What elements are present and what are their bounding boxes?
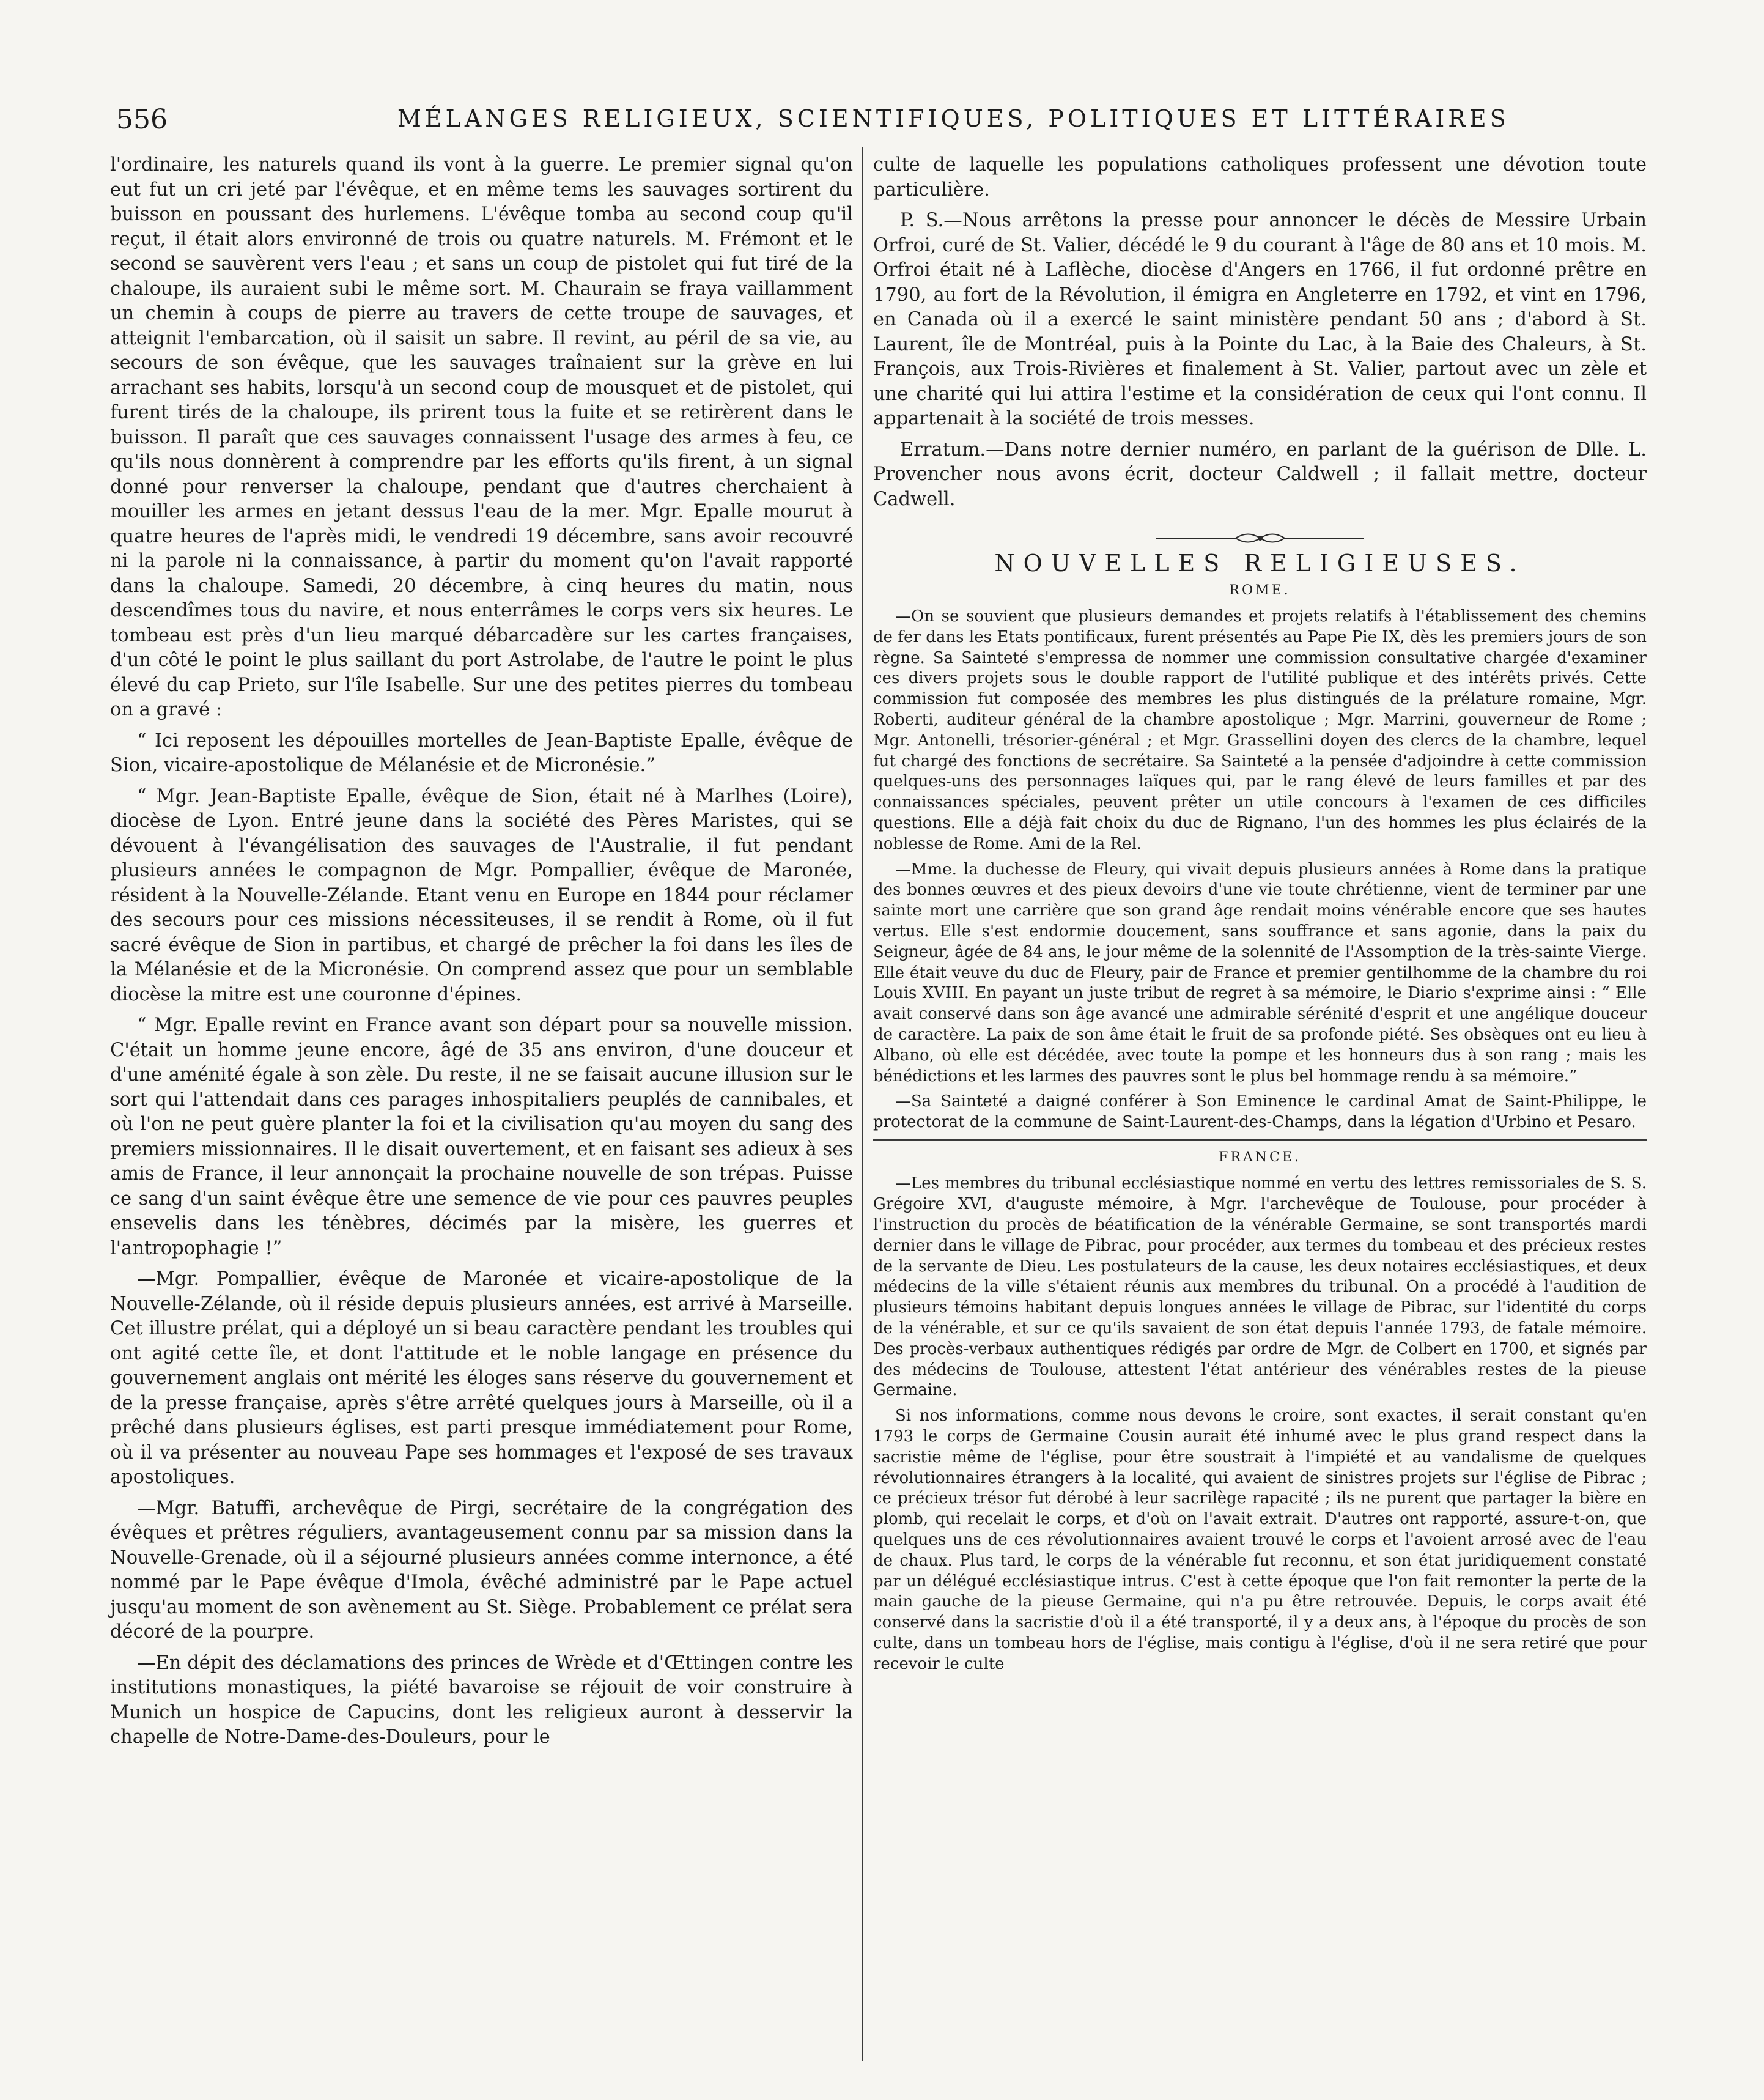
left-column	[110, 153, 853, 1756]
column-divider	[862, 147, 863, 2061]
paragraph: Erratum.—Dans notre dernier numéro, en parlant de la guérison de Dlle. L. Provencher nous avons écrit, docteur Caldwell ; il fallait mettre, docteur Cadwell.	[873, 438, 1647, 510]
section-title: NOUVELLES RELIGIEUSES.	[994, 550, 1526, 577]
sub-heading-rome: ROME.	[1229, 582, 1291, 598]
paragraph: Si nos informations, comme nous devons le croire, sont exactes, il serait constant qu'en 1793 le corps de Germaine Cousin aurait été inhumé avec le plus grand respect dans la sacristie même de l'église, pour être soustrait à l'impiété et au vandalisme de quelques révolutionnaires étrangers à la localité, qui avaient de sinistres projets sur l'église de Pibrac ; ce précieux trésor fut dérobé à leur sacrilège rapacité ; ils ne purent que partager la bière en plomb, qui recelait le corps, et d'où on l'avait extrait. D'autres ont rapporté, assure-t-on, que quelques uns de ces révolutionnaires avaient trouvé le corps et l'avoient arrosé avec de l'eau de chaux. Plus tard, le corps de la vénérable fut reconnu, et son état juridiquement constaté par un délégué ecclésiastique intrus. C'est à cette époque que l'on fait remonter la perte de la main gauche de la pieuse Germaine, qui n'a pu être retrouvée. Depuis, le corps avait été conservé dans la sacristie d'où il a été transporté, il y a deux ans, à l'époque du procès de son culte, dans un tombeau hors de l'église, mais contigu à l'église, d'où il ne sera retiré que pour recevoir le culte	[873, 1407, 1647, 1673]
paragraph: culte de laquelle les populations catholiques professent une dévotion toute particulière.	[873, 154, 1647, 201]
paragraph: l'ordinaire, les naturels quand ils vont à la guerre. Le premier signal qu'on eut fut un cri jeté par l'évêque, et en même tems les sauvages sortirent du buisson en poussant des hurlemens. L'évêque tomba au second coup qu'il reçut, il était alors environné de trois ou quatre naturels. M. Frémont et le second se sauvèrent vers l'eau ; et sans un coup de pistolet qui fut tiré de la chaloupe, ils auraient subi le même sort. M. Chaurain se fraya vaillamment un chemin à coups de pierre au travers de cette troupe de sauvages, et atteignit l'embarcation, où il saisit un sabre. Il revint, au péril de sa vie, au secours de son évêque, que les sauvages traînaient sur la grève en lui arrachant ses habits, lorsqu'à un second coup de mousquet et de pistolet, qui furent tirés de la chaloupe, ils prirent tous la fuite et se retirèrent dans le buisson. Il paraît que ces sauvages connaissent l'usage des armes à feu, ce qu'ils nous donnèrent à comprendre par les efforts qu'ils firent, à un signal donné pour renverser la chaloupe, pendant que d'autres cherchaient à mouiller les armes en jetant dessus l'eau de la mer. Mgr. Epalle mourut à quatre heures de l'après midi, le vendredi 19 décembre, sans avoir recouvré ni la parole ni la connaissance, à partir du moment qu'on l'avait rapporté dans la chaloupe. Samedi, 20 décembre, à cinq heures du matin, nous descendîmes tous du navire, et nous enterrâmes le corps vers six heures. Le tombeau est près d'un lieu marqué débarcadère sur les cartes françaises, d'un côté le point le plus saillant du port Astrolabe, de l'autre le point le plus élevé du cap Prieto, sur l'île Isabelle. Sur une des petites pierres du tombeau on a gravé :	[110, 154, 853, 720]
france-news	[873, 1174, 1647, 1674]
right-column	[873, 153, 1647, 1680]
page-number: 556	[116, 104, 168, 135]
ornament-divider-icon	[1150, 529, 1370, 547]
rome-news	[873, 607, 1647, 1133]
page-header	[110, 98, 1648, 147]
section-rule	[873, 1139, 1647, 1141]
paragraph: —Mgr. Batuffi, archevêque de Pirgi, secrétaire de la congrégation des évêques et prêtres réguliers, avantageusement connu par sa mission dans la Nouvelle-Grenade, où il a séjourné plusieurs années comme internonce, a été nommé par le Pape évêque d'Imola, évêché administré par le Pape actuel jusqu'au moment de son avènement au St. Siège. Probablement ce prélat sera décoré de la pourpre.	[110, 1497, 853, 1643]
paragraph: —Mme. la duchesse de Fleury, qui vivait depuis plusieurs années à Rome dans la pratique des bonnes œuvres et des pieux devoirs d'une vie toute chrétienne, vient de terminer par une sainte mort une carrière que son grand âge rendait moins vénérable encore que ses hautes vertus. Elle s'est endormie doucement, sans souffrance et sans agonie, dans la paix du Seigneur, âgée de 84 ans, le jour même de la solennité de l'Assomption de la très-sainte Vierge. Elle était veuve du duc de Fleury, pair de France et premier gentilhomme de la chambre du roi Louis XVIII. En payant un juste tribut de regret à sa mémoire, le Diario s'exprime ainsi : “ Elle avait conservé dans son âge avancé une admirable sérénité d'esprit et une angélique douceur de caractère. La paix de son âme était le fruit de sa profonde piété. Ses obsèques ont eu lieu à Albano, où elle est décédée, avec toute la pompe et les honneurs dus à son rang ; mais les bénédictions et les larmes des pauvres sont le plus bel hommage rendu à sa mémoire.”	[873, 860, 1647, 1085]
paragraph: —Sa Sainteté a daigné conférer à Son Eminence le cardinal Amat de Saint-Philippe, le protectorat de la commune de Saint-Laurent-des-Champs, dans la légation d'Urbino et Pesaro.	[873, 1092, 1647, 1132]
paragraph: “ Mgr. Epalle revint en France avant son départ pour sa nouvelle mission. C'était un homme jeune encore, âgé de 35 ans environ, d'une douceur et d'une aménité égale à son zèle. Du reste, il ne se faisait aucune illusion sur le sort qui l'attendait dans ces parages inhospitaliers peuplés de cannibales, et où l'on ne peut guère planter la foi et la civilisation qu'au moyen du sang des premiers missionnaires. Il le disait ouvertement, et en faisant ses adieux à ses amis de France, il leur annonçait la prochaine nouvelle de son trépas. Puisse ce sang d'un saint évêque être une semence de vie pour ces pauvres peuples ensevelis dans les ténèbres, décimés par la misère, les guerres et l'antropophagie !”	[110, 1015, 853, 1259]
paragraph: “ Ici reposent les dépouilles mortelles de Jean-Baptiste Epalle, évêque de Sion, vicaire-apostolique de Mélanésie et de Micronésie.”	[110, 730, 853, 776]
paragraph: —Les membres du tribunal ecclésiastique nommé en vertu des lettres remissoriales de S. S. Grégoire XVI, d'auguste mémoire, à Mgr. l'archevêque de Toulouse, pour procéder à l'instruction du procès de béatification de la vénérable Germaine, se sont transportés mardi dernier dans le village de Pibrac, pour procéder, aux termes du tombeau et des précieux restes de la servante de Dieu. Les postulateurs de la cause, les deux notaires ecclésiastiques, et deux médecins de la ville s'étaient réunis aux membres du tribunal. On a procédé à l'audition de plusieurs témoins habitant depuis longues années le village de Pibrac, sur l'identité du corps de la vénérable, et sur ce qu'ils savaient de son état depuis l'année 1793, de fatale mémoire. Des procès-verbaux authentiques rédigés par ordre de Mgr. de Colbert en 1700, et signés par des médecins de Toulouse, attestent l'état antérieur des vénérables restes de la pieuse Germaine.	[873, 1174, 1647, 1400]
paragraph: —On se souvient que plusieurs demandes et projets relatifs à l'établissement des chemins de fer dans les Etats pontificaux, furent présentés au Pape Pie IX, dès les premiers jours de son règne. Sa Sainteté s'empressa de nommer une commission consultative chargée d'examiner ces divers projets sous le double rapport de l'utilité publique et des intérêts privés. Cette commission fut composée des membres les plus distingués de la prélature romaine, Mgr. Roberti, auditeur général de la chambre apostolique ; Mgr. Marrini, gouverneur de Rome ; Mgr. Antonelli, trésorier-général ; et Mgr. Grassellini doyen des clercs de la chambre, lequel fut chargé des fonctions de secrétaire. Sa Sainteté a la pensée d'adjoindre à cette commission quelques-uns des personnages laïques qui, par le rang élevé de leurs familles et par des connaissances spéciales, peuvent prêter un utile concours à l'examen de ces difficiles questions. Elle a déjà fait choix du duc de Rignano, l'un des hommes les plus éclairés de la noblesse de Rome. Ami de la Rel.	[873, 607, 1647, 853]
paragraph: —Mgr. Pompallier, évêque de Maronée et vicaire-apostolique de la Nouvelle-Zélande, où il réside depuis plusieurs années, est arrivé à Marseille. Cet illustre prélat, qui a déployé un si beau caractère pendant les troubles qui ont agité cette île, et dont l'attitude et le noble langage en présence du gouvernement anglais ont mérité les éloges sans réserve du gouvernement et de la presse française, après s'être arrêté quelques jours à Marseille, où il a prêché dans plusieurs églises, est parti presque immédiatement pour Rome, où il va présenter au nouveau Pape ses hommages et l'exposé de ses travaux apostoliques.	[110, 1268, 853, 1488]
paragraph: P. S.—Nous arrêtons la presse pour annoncer le décès de Messire Urbain Orfroi, curé de St. Valier, décédé le 9 du courant à l'âge de 80 ans et 10 mois. M. Orfroi était né à Laflèche, diocèse d'Angers en 1766, il fut ordonné prêtre en 1790, au fort de la Révolution, il émigra en Angleterre en 1792, et vint en 1796, en Canada où il a exercé le saint ministère pendant 50 ans ; d'abord à St. Laurent, île de Montréal, puis à la Pointe du Lac, à la Baie des Chaleurs, à St. François, aux Trois-Rivières et finalement à St. Valier, partout avec un zèle et une charité qui lui attira l'estime et la considération de ceux qui l'ont connu. Il appartenait à la société de trois messes.	[873, 210, 1647, 429]
paragraph: “ Mgr. Jean-Baptiste Epalle, évêque de Sion, était né à Marlhes (Loire), diocèse de Lyon. Entré jeune dans la société des Pères Maristes, qui se dévouent à l'évangélisation des sauvages de l'Australie, il fut pendant plusieurs années le compagnon de Mgr. Pompallier, évêque de Maronée, résident à la Nouvelle-Zélande. Etant venu en Europe en 1844 pour réclamer des secours pour ces missions nécessiteuses, il se rendit à Rome, où il fut sacré évêque de Sion in partibus, et chargé de prêcher la foi dans les îles de la Mélanésie et de la Micronésie. On comprend assez que pour un semblable diocèse la mitre est une couronne d'épines.	[110, 785, 853, 1005]
sub-heading-france: FRANCE.	[1219, 1149, 1301, 1165]
paragraph: —En dépit des déclamations des princes de Wrède et d'Œttingen contre les institutions monastiques, la piété bavaroise se réjouit de voir construire à Munich un hospice de Capucins, dont les religieux auront à desservir la chapelle de Notre-Dame-des-Douleurs, pour le	[110, 1652, 853, 1748]
running-title: MÉLANGES RELIGIEUX, SCIENTIFIQUES, POLITIQUES ET LITTÉRAIRES	[397, 105, 1510, 132]
